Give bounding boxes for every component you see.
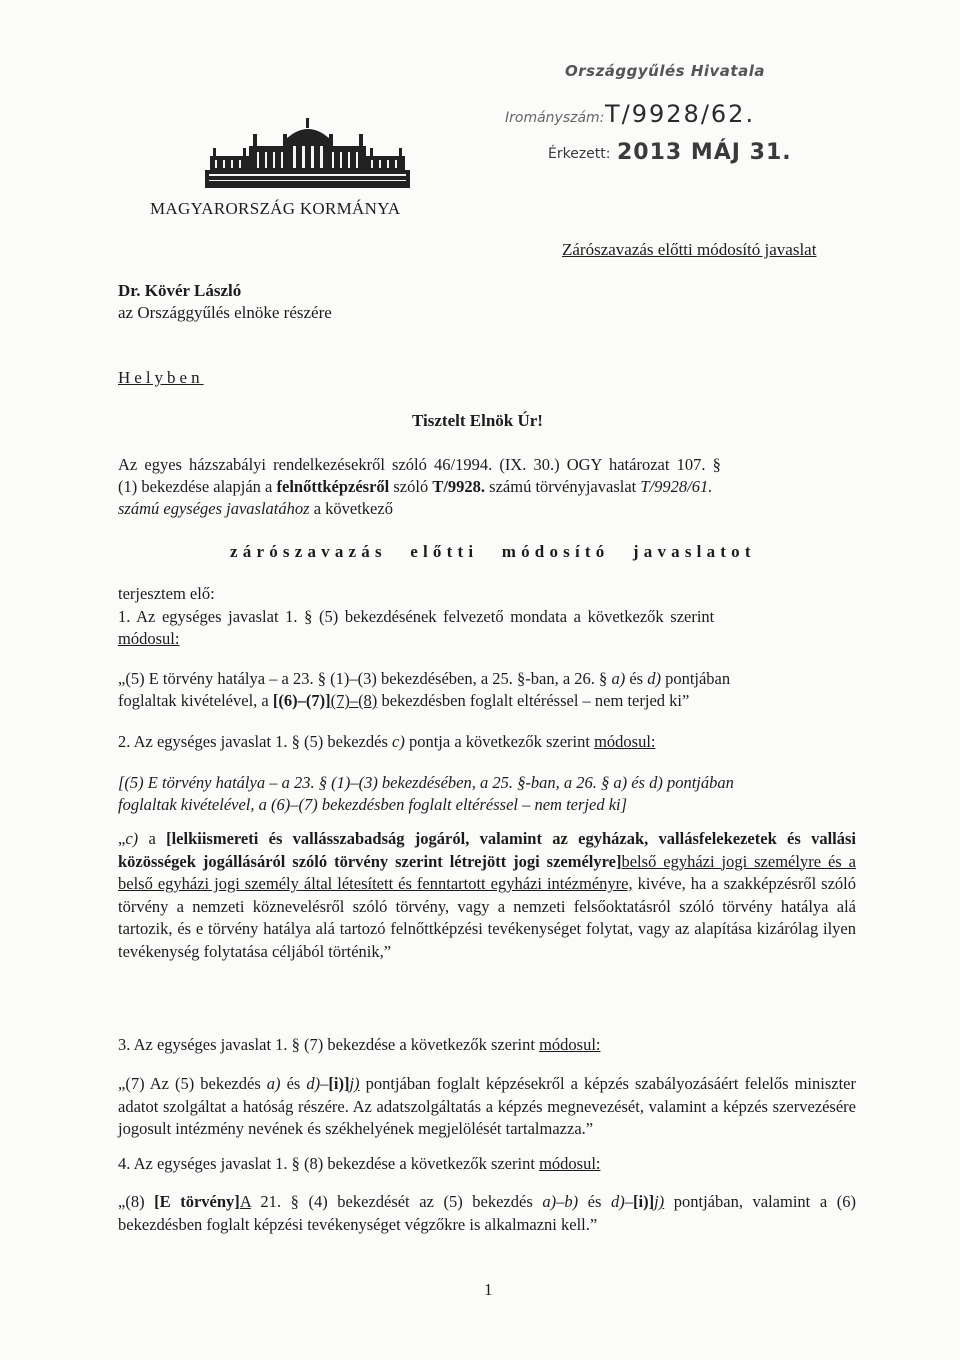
item-2-context-line-2: foglaltak kivételével, a (6)–(7) bekezdésben foglalt eltéréssel – nem terjed ki] [118, 795, 628, 814]
item-1-quote-line-1: „(5) E törvény hatálya – a 23. § (1)–(3) bekezdésében, a 25. §-ban, a 26. § a) és d) pontjában [118, 669, 731, 688]
item-1-title: 1. Az egységes javaslat 1. § (5) bekezdésének felvezető mondata a következők szerint [118, 607, 715, 626]
office-stamp: Országgyűlés Hivatala [565, 62, 765, 80]
government-name: MAGYARORSZÁG KORMÁNYA [150, 199, 401, 218]
registration-number: T/9928/62. [605, 100, 756, 128]
intro-line-3: számú egységes javaslatához a következő [118, 499, 393, 518]
item-3-text: „(7) Az (5) bekezdés a) és d)–[i)]j) pontjában foglalt képzésekről a képzés szabályozásáért felelős miniszter adatot szolgáltat a hatóság részére. Az adatszolgáltatás a képzés megnevezését, valamint a képzés szervezésére jogosult intézmény nevének és székhelyének megjelölését tartalmazza.” [118, 1074, 856, 1138]
item-4-text: „(8) [E törvény]A 21. § (4) bekezdését az (5) bekezdés a)–b) és d)–[i)]j) pontjában, valamint a (6) bekezdésben foglalt képzési tevékenységet végzőkre is alkalmazni kell.” [118, 1192, 856, 1234]
item-4-title: 4. Az egységes javaslat 1. § (8) bekezdése a következők szerint módosul: [118, 1154, 601, 1173]
received-label: Érkezett: [548, 146, 611, 162]
addressee-name: Dr. Kövér László [118, 281, 242, 300]
item-1-title-end: módosul: [118, 629, 180, 648]
item-1-quote-line-2: foglaltak kivételével, a [(6)–(7)](7)–(8) bekezdésben foglalt eltéréssel – nem terjed ki” [118, 691, 690, 710]
salutation: Tisztelt Elnök Úr! [412, 411, 543, 430]
item-2-context-line-1: [(5) E törvény hatálya – a 23. § (1)–(3) bekezdésében, a 25. §-ban, a 26. § a) és d) pontjában [118, 773, 734, 792]
page-number: 1 [484, 1280, 493, 1299]
item-2-title: 2. Az egységes javaslat 1. § (5) bekezdés c) pontja a következők szerint módosul: [118, 732, 656, 751]
item-3-title: 3. Az egységes javaslat 1. § (7) bekezdése a következők szerint módosul: [118, 1035, 601, 1054]
document-type: Zárószavazás előtti módosító javaslat [562, 240, 817, 259]
item-2-text: „c) a [lelkiismereti és vallásszabadság jogáról, valamint az egyházak, vallásfelekezetek és vallási közösségek jogállásáról szóló törvény szerint létrejött jogi személyre]belső egyházi jogi személyre és a belső egyházi jogi személy által létesített és fenntartott egyházi intézményre, kivéve, ha a szakképzésről szóló törvény a nemzeti köznevelésről szóló törvény, vagy a nemzeti felsőoktatásról szóló törvény hatálya alá tartozik, és e törvény hatálya alá tartozó felnőttképzési tevékenységet folytat, vagy az alapítása kizárólag ilyen tevékenység folytatása céljából történik,” [118, 829, 856, 961]
parliament-logo [205, 118, 410, 190]
intro-line-1: Az egyes házszabályi rendelkezésekről szóló 46/1994. (IX. 30.) OGY határozat 107. § [118, 455, 721, 474]
received-date: 2013 MÁJ 31. [617, 140, 792, 165]
registration-label: Irományszám: [505, 110, 605, 126]
submit-text: terjesztem elő: [118, 584, 215, 603]
addressee-location: Helyben [118, 368, 204, 387]
proposal-heading: zárószavazás előtti módosító javaslatot [230, 542, 756, 561]
addressee-role: az Országgyűlés elnöke részére [118, 303, 332, 322]
intro-line-2: (1) bekezdése alapján a felnőttképzésről szóló T/9928. számú törvényjavaslat T/9928/61. [118, 477, 713, 496]
